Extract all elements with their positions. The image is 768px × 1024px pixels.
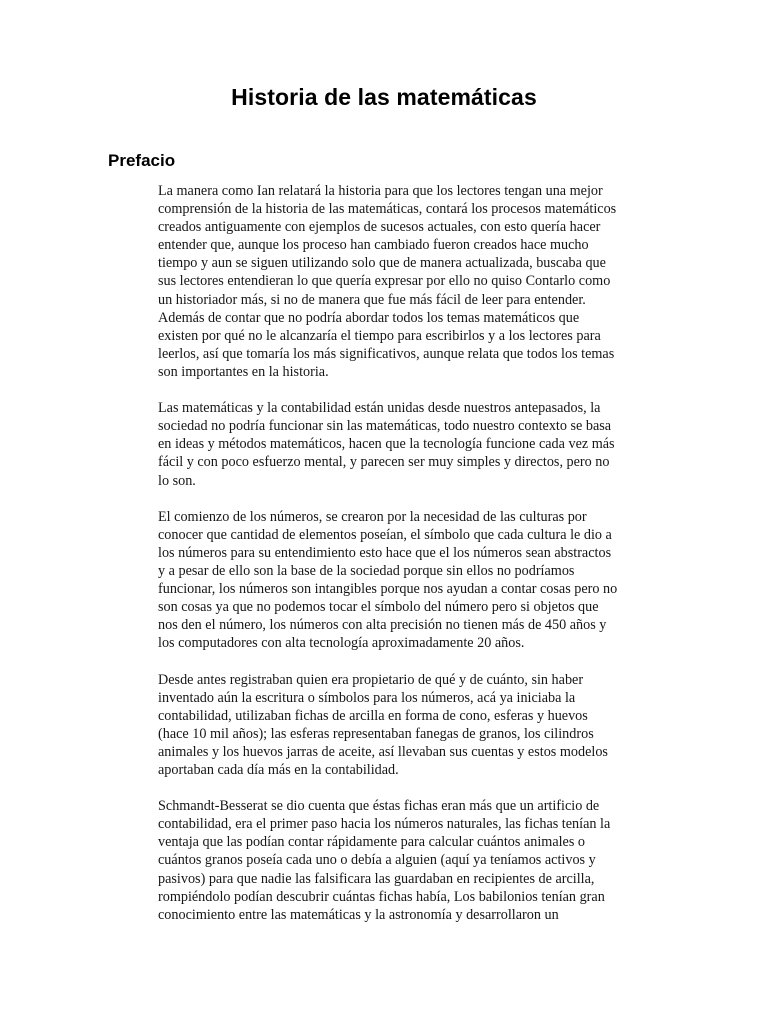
paragraph <box>158 508 658 653</box>
text-line: leerlos, así que tomaría los más significativos, aunque relata que todos los temas <box>158 345 615 362</box>
paragraph <box>158 797 658 924</box>
text-line: comprensión de la historia de las matemáticas, contará los procesos matemáticos <box>158 201 617 218</box>
text-line: aportaban cada día más en la contabilidad. <box>158 762 399 778</box>
text-line: contabilidad, utilizaban fichas de arcilla en forma de cono, esferas y huevos <box>158 707 588 724</box>
text-line: La manera como Ian relatará la historia para que los lectores tengan una mejor <box>158 183 603 199</box>
document-body <box>158 182 658 942</box>
paragraph <box>158 671 658 780</box>
text-line: funcionar, los números son intangibles porque nos ayudan a contar cosas pero no <box>158 581 618 598</box>
document-title: Historia de las matemáticas <box>231 84 537 110</box>
paragraph <box>158 399 658 489</box>
text-line: Además de contar que no podría abordar todos los temas matemáticos que <box>158 309 580 326</box>
text-line: y a pesar de ello son la base de la sociedad porque sin ellos no podríamos <box>158 562 575 579</box>
text-line: Las matemáticas y la contabilidad están unidas desde nuestros antepasados, la <box>158 400 601 417</box>
text-line: sociedad no podría funcionar sin las matemáticas, todo nuestro contexto se basa <box>158 418 612 435</box>
text-line: Desde antes registraban quien era propietario de qué y de cuánto, sin haber <box>158 671 584 688</box>
text-line: en ideas y métodos matemáticos, hacen que la tecnología funcione cada vez más <box>158 436 615 453</box>
text-line: creados antiguamente con ejemplos de sucesos actuales, con esto quería hacer <box>158 219 601 236</box>
text-line: animales y los huevos jarras de aceite, así llevaban sus cuentas y estos modelos <box>158 743 608 760</box>
text-line: lo son. <box>158 472 196 489</box>
text-line: conocer que cantidad de elementos poseían, el símbolo que cada cultura le dio a <box>158 526 612 543</box>
text-line: son importantes en la historia. <box>158 363 329 380</box>
text-line: son cosas ya que no podemos tocar el símbolo del número pero si objetos que <box>158 599 599 616</box>
text-line: los números para su entendimiento esto hace que el los números sean abstractos <box>158 544 612 561</box>
text-line: El comienzo de los números, se crearon por la necesidad de las culturas por <box>158 508 587 525</box>
text-line: tiempo y aun se siguen utilizando solo que de manera actualizada, buscaba que <box>158 255 606 272</box>
text-line: entender que, aunque los proceso han cambiado fueron creados hace mucho <box>158 237 589 254</box>
text-line: un historiador más, si no de manera que fue más fácil de leer para entender. <box>158 291 586 308</box>
text-line: contabilidad, era el primer paso hacia los números naturales, las fichas tenían la <box>158 816 611 833</box>
text-line: pasivos) para que nadie las falsificara las guardaban en recipientes de arcilla, <box>158 870 595 887</box>
text-line: cuántos granos poseía cada uno o debía a alguien (aquí ya teníamos activos y <box>158 852 596 869</box>
text-line: existen por qué no le alcanzaría el tiempo para escribirlos y a los lectores para <box>158 327 601 344</box>
text-line: fácil y con poco esfuerzo mental, y parecen ser muy simples y directos, pero no <box>158 454 610 471</box>
text-line: Schmandt-Besserat se dio cuenta que éstas fichas eran más que un artificio de <box>158 798 600 815</box>
text-line: nos den el número, los números con alta precisión no tienen más de 450 años y <box>158 617 607 634</box>
paragraph <box>158 182 658 381</box>
text-line: (hace 10 mil años); las esferas representaban fanegas de granos, los cilindros <box>158 725 594 742</box>
section-heading-prefacio: Prefacio <box>108 151 176 170</box>
text-line: rompiéndolo podían descubrir cuántas fichas había, Los babilonios tenían gran <box>158 888 605 905</box>
text-line: los computadores con alta tecnología aproximadamente 20 años. <box>158 635 525 652</box>
text-line: conocimiento entre las matemáticas y la astronomía y desarrollaron un <box>158 906 559 923</box>
text-line: sus lectores entendieran lo que quería expresar por ello no quiso Contarlo como <box>158 273 611 290</box>
text-line: ventaja que las podían contar rápidamente para calcular cuántos animales o <box>158 834 586 851</box>
text-line: inventado aún la escritura o símbolos para los números, acá ya iniciaba la <box>158 689 576 706</box>
